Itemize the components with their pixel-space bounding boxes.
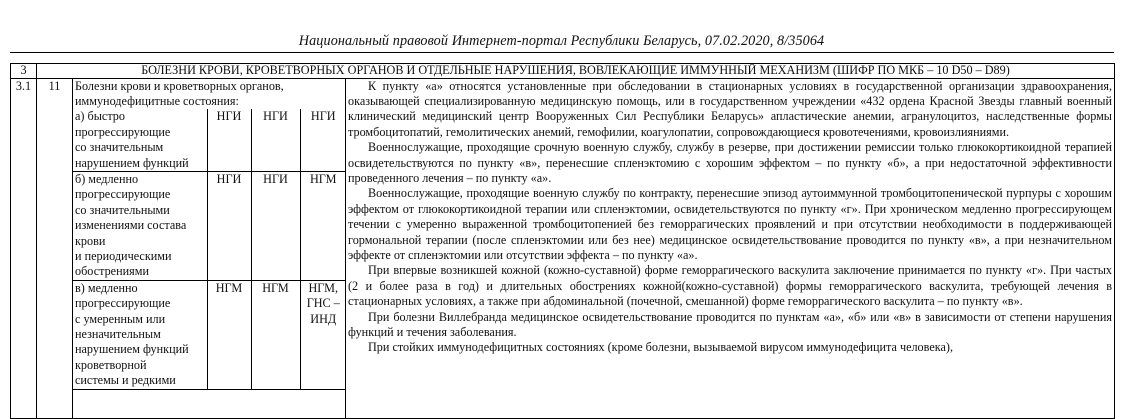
article-row (11, 78, 1115, 418)
explanation-column (346, 78, 1115, 418)
grade-c-column-3-line: ГНС – (306, 296, 340, 311)
grade-b-line: изменениями состава (75, 218, 187, 233)
explanation-paragraph: Военнослужащие, проходящие срочную военную службу, службу в резерве, при достижении ремиссии только глюкокортикоидной терапией освидетельствуются по пункту «в», перенесшие спленэктомию с хорошим эффектом – по пункту «б», а при недостаточной эффективности проведенного лечения – по пункту «а». (348, 140, 1112, 185)
grade-c-column-2: НГМ (251, 280, 300, 389)
grade-b-column-2: НГИ (251, 171, 300, 280)
disease-schedule-table (10, 63, 1115, 419)
explanation-paragraph: При болезни Виллебранда медицинское освидетельствование проводится по пунктам «а», «б» или «в» в зависимости от степени нарушения функций и течения заболевания. (348, 309, 1112, 339)
grade-a-column-3: НГИ (300, 109, 345, 171)
header-rule (10, 52, 1114, 53)
grade-row-c (73, 280, 345, 389)
grade-c-line: в) медленно (75, 280, 138, 295)
grade-a-line: нарушением функций (75, 155, 189, 170)
section-number: 3 (11, 64, 37, 79)
grade-c-column-3 (300, 280, 345, 389)
grades-subtable (73, 109, 345, 389)
section-title: БОЛЕЗНИ КРОВИ, КРОВЕТВОРНЫХ ОРГАНОВ И ОТДЕЛЬНЫЕ НАРУШЕНИЯ, ВОВЛЕКАЮЩИЕ ИММУННЫЙ МЕХАНИЗМ (ШИФР ПО МКБ – 10 D50 – D89) (37, 64, 1115, 79)
disease-column (73, 78, 346, 418)
grade-b-description (73, 171, 207, 280)
explanation-paragraph: Военнослужащие, проходящие военную службу по контракту, перенесшие эпизод аутоиммунной тромбоцитопенической пурпуры с хорошим эффектом от глюкокортикоидной терапии или спленэктомии, освидетельствуются по пункту «г». При хроническом медленно прогрессирующем течении с умеренно выраженной тромбоцитопенией без геморрагических проявлений и при отсутствии необходимости в поддерживающей гормональной терапии (после спленэктомии или без нее) медицинское освидетельствование проводится по пункту «в», а при незначительном эффекте от спленэктомии или отсутствии эффекта – по пункту «а». (348, 186, 1112, 262)
article-number: 11 (37, 78, 73, 418)
grade-a-line: со значительным (75, 140, 164, 155)
grade-c-line: с умеренным или (75, 311, 166, 326)
grade-c-line: прогрессирующие (75, 296, 171, 311)
grade-b-line: со значительными (75, 202, 170, 217)
grade-b-line: прогрессирующие (75, 187, 171, 202)
grade-c-description (73, 280, 207, 389)
grade-c-line: кроветворной (75, 357, 147, 372)
grade-b-line: б) медленно (75, 171, 139, 186)
grade-b-column-3: НГМ (300, 171, 345, 280)
disease-column-clip (73, 79, 345, 418)
explanation-paragraph: К пункту «а» относятся установленные при обследовании в стационарных условиях в государственной организации здравоохранения, оказывающей специализированную медицинскую помощь, или в государственном учреждении «432 ордена Красной Звезды главный военный клинический медицинский центр Вооруженных Сил Республики Беларусь» апластические анемии, агранулоцитоз, наследственные формы тромбоцитопатий, гемолитических анемий, гемофилии, коагулопатии, сопровождающиеся кровотечениями, кровоизлияниями. (348, 78, 1112, 139)
grade-a-line: прогрессирующие (75, 124, 171, 139)
section-header-row (11, 64, 1115, 79)
disease-title: Болезни крови и кроветворных органов, иммунодефицитные состояния: (75, 78, 284, 108)
grade-b-column-1: НГИ (207, 171, 251, 280)
grade-a-description (73, 109, 207, 171)
grade-c-line: системы и редкими (75, 373, 176, 388)
explanation-paragraph: При впервые возникшей кожной (кожно-суставной) форме геморрагического васкулита заключение принимается по пункту «г». При частых (2 и более раза в год) и длительных обострениях кожной(кожно-суставной) формы геморрагического васкулита, требующей лечения в стационарных условиях, а также при абдоминальной (почечной, смешанной) форме геморрагического васкулита – по пункту «в». (348, 263, 1112, 309)
grade-a-line: а) быстро (75, 109, 125, 124)
explanation-clip (348, 79, 1112, 418)
grade-b-line: крови (75, 233, 106, 248)
grade-c-line: незначительным (75, 327, 161, 341)
grade-b-line: обострениями (75, 264, 149, 279)
grade-a-column-2: НГИ (251, 109, 300, 171)
grade-row-a (73, 109, 345, 171)
grade-b-line: и периодическими (75, 248, 172, 263)
grade-c-column-3-line: НГМ, (308, 280, 339, 295)
grade-a-column-1: НГИ (207, 109, 251, 171)
grade-c-column-3-line: ИНД (310, 311, 337, 326)
item-number: 3.1 (11, 78, 37, 418)
grade-c-column-1: НГМ (207, 280, 251, 389)
explanation-paragraph: При стойких иммунодефицитных состояниях (кроме болезни, вызываемой вирусом иммунодефицита человека), (368, 340, 953, 355)
publication-citation: Национальный правовой Интернет-портал Республики Беларусь, 07.02.2020, 8/35064 (298, 33, 825, 49)
grade-row-b (73, 171, 345, 280)
grade-c-line: нарушением функций (75, 342, 189, 357)
